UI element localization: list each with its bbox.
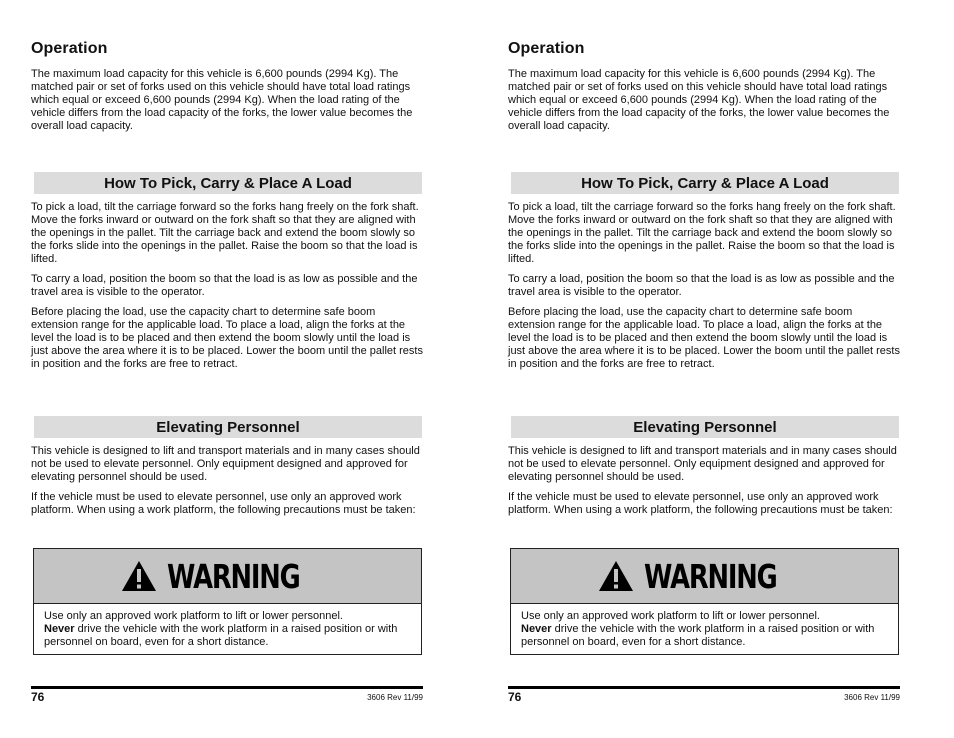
pick-carry-place-heading: How To Pick, Carry & Place A Load	[34, 172, 422, 194]
warning-header	[34, 549, 421, 604]
warning-text	[34, 604, 421, 649]
pick-paragraph: To pick a load, tilt the carriage forward so the forks hang freely on the fork shaft. Move the forks inward or outward on the fork shaft so that they are aligned with the openings in the pallet. Tilt the carriage back and extend the boom slowly so the forks slide into the openings in the pallet. Raise the boom so that the load is lifted.	[508, 201, 896, 265]
section-heading-operation: Operation	[508, 40, 585, 57]
warning-label: WARNING	[643, 556, 777, 596]
carry-paragraph: To carry a load, position the boom so that the load is as low as possible and the travel area is visible to the operator.	[508, 273, 895, 298]
page-number: 76	[508, 690, 522, 704]
elevating-paragraph-2: If the vehicle must be used to elevate personnel, use only an approved work platform. When using a work platform, the following precautions must be taken:	[508, 491, 893, 516]
pick-carry-place-heading: How To Pick, Carry & Place A Load	[511, 172, 899, 194]
warning-never: Never	[44, 623, 75, 635]
warning-line-2	[44, 623, 411, 649]
elevating-paragraph-2: If the vehicle must be used to elevate personnel, use only an approved work platform. When using a work platform, the following precautions must be taken:	[31, 491, 416, 516]
elevating-personnel-heading: Elevating Personnel	[511, 416, 899, 438]
warning-box	[33, 548, 422, 655]
page-right	[508, 0, 900, 738]
pick-paragraph: To pick a load, tilt the carriage forward so the forks hang freely on the fork shaft. Move the forks inward or outward on the fork shaft so that they are aligned with the openings in the pallet. Tilt the carriage back and extend the boom slowly so the forks slide into the openings in the pallet. Raise the boom so that the load is lifted.	[31, 201, 419, 265]
operation-paragraph: The maximum load capacity for this vehicle is 6,600 pounds (2994 Kg). The matched pair or set of forks used on this vehicle should have total load ratings which equal or exceed 6,600 pounds (2994 Kg). When the load rating of the vehicle differs from the load capacity of the forks, the lower value becomes the overall load capacity.	[31, 68, 413, 132]
elevating-paragraph-1: This vehicle is designed to lift and transport materials and in many cases should not be used to elevate personnel. Only equipment designed and approved for elevating personnel should be used.	[31, 445, 420, 483]
elevating-personnel-heading: Elevating Personnel	[34, 416, 422, 438]
warning-line-2-text: drive the vehicle with the work platform in a raised position or with personnel on board, even for a short distance.	[521, 623, 875, 648]
elevating-paragraph-1: This vehicle is designed to lift and transport materials and in many cases should not be used to elevate personnel. Only equipment designed and approved for elevating personnel should be used.	[508, 445, 897, 483]
revision-label: 3606 Rev 11/99	[844, 693, 900, 702]
warning-line-1: Use only an approved work platform to lift or lower personnel.	[44, 610, 343, 622]
revision-label: 3606 Rev 11/99	[367, 693, 423, 702]
footer-rule	[31, 686, 423, 689]
footer-rule	[508, 686, 900, 689]
warning-box	[510, 548, 899, 655]
warning-text	[511, 604, 898, 649]
warning-line-2-text: drive the vehicle with the work platform in a raised position or with personnel on board, even for a short distance.	[44, 623, 398, 648]
warning-triangle-icon	[121, 560, 157, 592]
operation-paragraph: The maximum load capacity for this vehicle is 6,600 pounds (2994 Kg). The matched pair or set of forks used on this vehicle should have total load ratings which equal or exceed 6,600 pounds (2994 Kg). When the load rating of the vehicle differs from the load capacity of the forks, the lower value becomes the overall load capacity.	[508, 68, 890, 132]
place-paragraph: Before placing the load, use the capacity chart to determine safe boom extension range for the applicable load. To place a load, align the forks at the level the load is to be placed and then extend the boom slowly until the load is just above the area where it is to be placed. Lower the boom until the pallet rests in position and the forks are free to retract.	[508, 306, 900, 370]
warning-line-1: Use only an approved work platform to lift or lower personnel.	[521, 610, 820, 622]
warning-never: Never	[521, 623, 552, 635]
warning-triangle-icon	[598, 560, 634, 592]
page-left	[31, 0, 423, 738]
carry-paragraph: To carry a load, position the boom so that the load is as low as possible and the travel area is visible to the operator.	[31, 273, 418, 298]
warning-line-2	[521, 623, 888, 649]
warning-header	[511, 549, 898, 604]
warning-label: WARNING	[166, 556, 300, 596]
page-number: 76	[31, 690, 45, 704]
section-heading-operation: Operation	[31, 40, 108, 57]
place-paragraph: Before placing the load, use the capacity chart to determine safe boom extension range for the applicable load. To place a load, align the forks at the level the load is to be placed and then extend the boom slowly until the load is just above the area where it is to be placed. Lower the boom until the pallet rests in position and the forks are free to retract.	[31, 306, 423, 370]
